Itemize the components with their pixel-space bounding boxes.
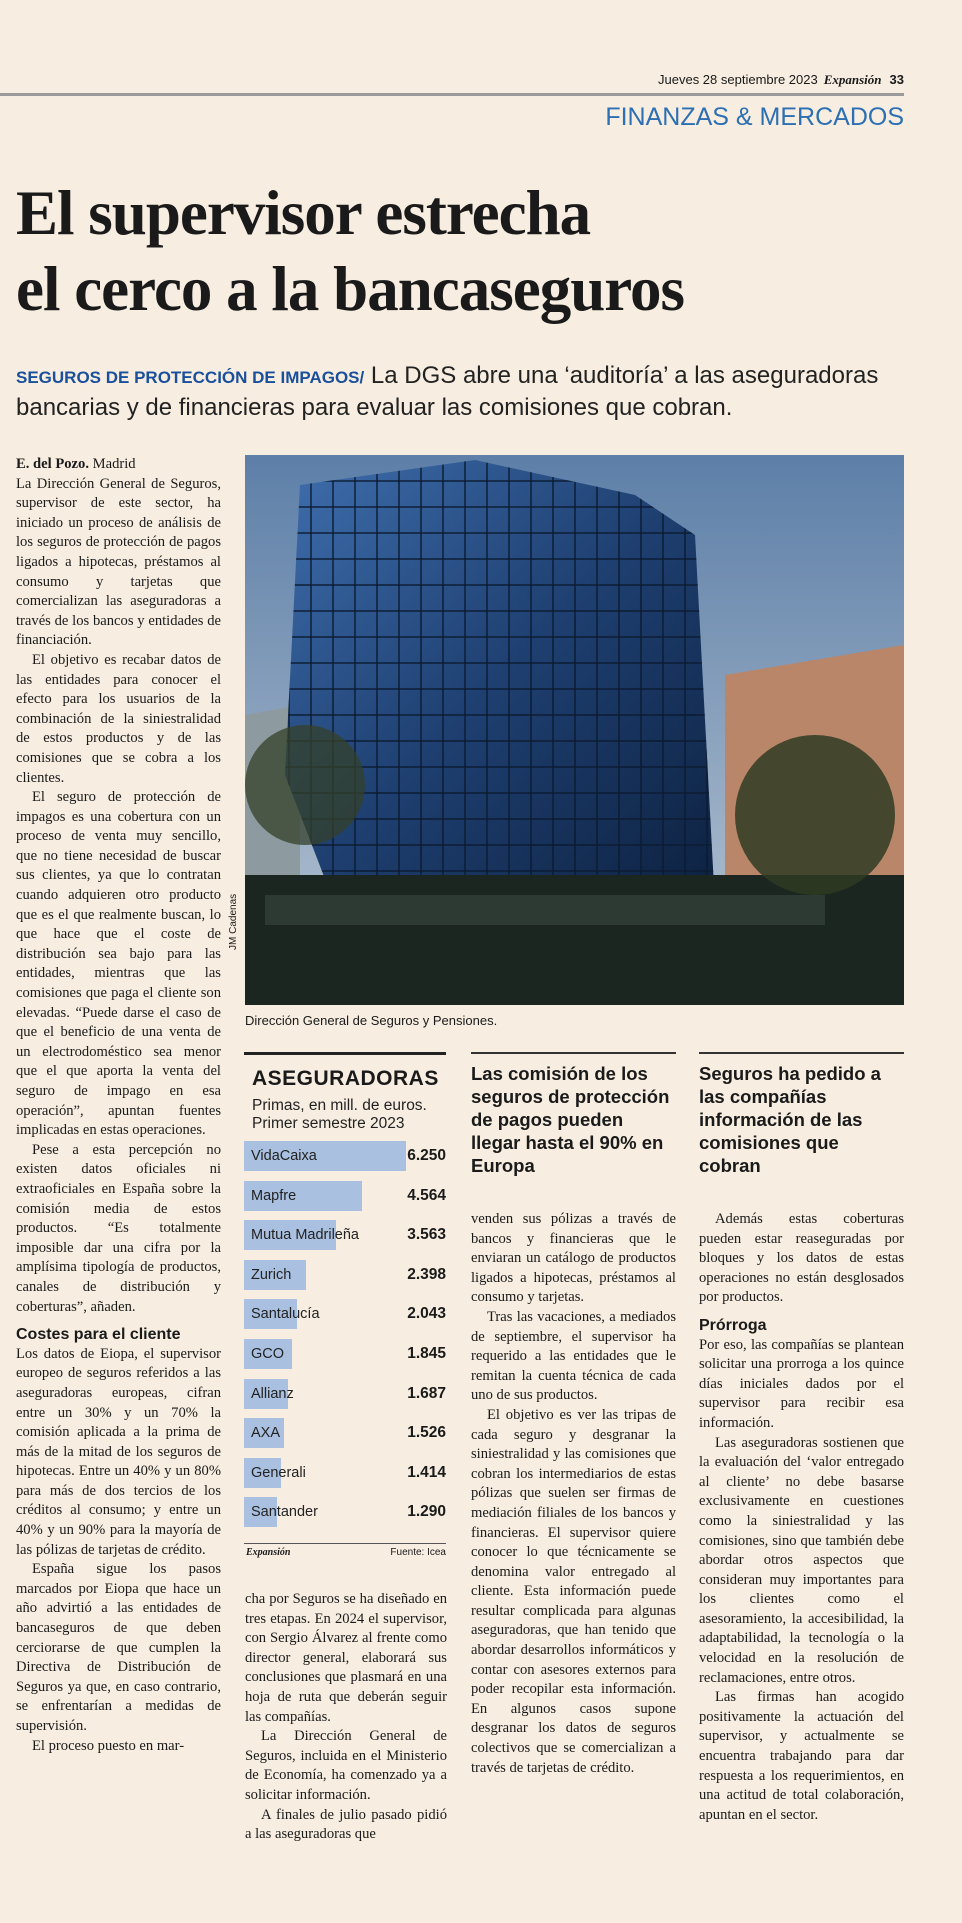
chart-logo: Expansión: [246, 1547, 291, 1558]
chart-category-label: GCO: [251, 1346, 285, 1362]
chart-value-label: 1.845: [407, 1345, 446, 1362]
headline: [16, 175, 684, 327]
paragraph: Además estas coberturas pueden estar reaseguradas por bloques y los datos de estas operaciones no están desglosados por productos.: [699, 1211, 904, 1306]
chart-footer: [244, 1543, 446, 1562]
chart-row: [244, 1458, 446, 1488]
chart-row: [244, 1220, 446, 1250]
paragraph: Los datos de Eiopa, el supervisor europeo de seguros referidos a las aseguradoras europeas, cifran entre un 30% y un 70% la comisión aplicada a la prima de más de la mitad de los seguros de hipotecas. Entre un 40% y un 80% para más de dos tercios de los créditos al consumo; y entre un 40% y un 90% para la mayoría de las pólizas de tarjetas de crédito.: [16, 1345, 221, 1558]
header-dateline: [658, 72, 904, 88]
building-photo: [245, 455, 904, 1005]
chart-value-label: 1.687: [407, 1384, 446, 1402]
chart-value-label: 1.290: [407, 1503, 446, 1521]
chart-category-label: Zurich: [251, 1266, 292, 1283]
paragraph: Tras las vacaciones, a mediados de septiembre, el supervisor ha requerido a las entidades que le remitan la cuenta técnica de cada uno de sus productos.: [471, 1308, 676, 1404]
byline-place: Madrid: [88, 456, 136, 472]
paragraph: El objetivo es ver las tripas de cada seguro y desgranar la siniestralidad y las comisiones que cobran los intermediarios de estas pólizas que suelen ser firmas de mediación filiales de los bancos y financieras. El supervisor quiere conocer lo que técnicamente se denomina valor entregado al cliente. Esta información puede resultar complicada para algunas aseguradoras, que han tenido que abordar desarrollos informáticos y contar con asesores externos para poder recopilar esta información. En algunos casos supone desgranar los datos de seguros colectivos que se comercializan a través de tarjetas de crédito.: [471, 1406, 676, 1776]
headline-line-1: El supervisor estrecha: [16, 178, 591, 248]
publication-name: Expansión: [823, 72, 882, 87]
chart-row: [244, 1497, 446, 1527]
chart-category-label: Mapfre: [251, 1187, 297, 1204]
paragraph: El proceso puesto en mar-: [32, 1737, 185, 1754]
subheading-prorroga: Prórroga: [699, 1316, 767, 1334]
subheading-comision: Las comisión de los seguros de protección de pagos pueden llegar hasta el 90% en Europa: [471, 1052, 676, 1177]
chart-value-label: 6.250: [407, 1147, 446, 1164]
header-rule: [0, 93, 904, 96]
column-3: [471, 1210, 676, 1778]
chart-value-label: 1.526: [407, 1424, 446, 1442]
chart-value-label: 3.563: [407, 1226, 446, 1244]
chart-category-label: Mutua Madrileña: [251, 1227, 359, 1244]
paragraph: venden sus pólizas a través de bancos y financieras que le enviaran un catálogo de productos ligados a hipotecas, préstamos al consumo y tarjetas.: [471, 1211, 676, 1306]
byline-author: E. del Pozo.: [16, 456, 89, 472]
chart-subtitle: Primas, en mill. de euros. Primer semestre 2023: [252, 1097, 427, 1132]
section-title: FINANZAS & MERCADOS: [605, 103, 904, 131]
chart-category-label: Santander: [251, 1504, 318, 1521]
chart-row: [244, 1260, 446, 1290]
chart-row: [244, 1299, 446, 1329]
chart-row: [244, 1181, 446, 1211]
chart-value-label: 2.398: [407, 1265, 446, 1283]
photo-caption: Dirección General de Seguros y Pensiones.: [245, 1013, 498, 1028]
chart-source: Fuente: Icea: [390, 1547, 446, 1558]
paragraph: La Dirección General de Seguros, incluida en el Ministerio de Economía, ha comenzado ya a solicitar información.: [245, 1728, 447, 1803]
chart-category-label: Allianz: [251, 1385, 294, 1402]
chart-category-label: AXA: [251, 1425, 281, 1442]
paragraph: Por eso, las compañías se plantean solicitar una prorroga a los quince días iniciales dados por el supervisor para recibir esa información.: [699, 1336, 904, 1431]
page-number: 33: [889, 72, 904, 87]
column-4: [699, 1210, 904, 1825]
chart-row: [244, 1339, 446, 1369]
headline-line-2: el cerco a la bancaseguros: [16, 254, 685, 324]
issue-date: Jueves 28 septiembre 2023: [658, 72, 818, 87]
kicker: SEGUROS DE PROTECCIÓN DE IMPAGOS/: [16, 368, 365, 387]
chart-category-label: VidaCaixa: [251, 1148, 317, 1164]
subheading-seguros: Seguros ha pedido a las compañías información de las comisiones que cobran: [699, 1052, 904, 1177]
chart-row: [244, 1418, 446, 1448]
insurers-chart: [244, 1052, 446, 1565]
lead-paragraph: [16, 361, 916, 423]
chart-value-label: 1.414: [407, 1463, 446, 1481]
chart-value-label: 4.564: [407, 1186, 446, 1204]
byline: [16, 455, 221, 475]
column-1: [16, 455, 221, 1756]
paragraph: Pese a esta percepción no existen datos oficiales ni extraoficiales en España sobre la comisión media de estos productos. “Es totalmente imposible dar una cifra por la amplísima tipología de productos, canales de distribución y coberturas”, añaden.: [16, 1141, 221, 1315]
paragraph: A finales de julio pasado pidió a las aseguradoras que: [245, 1806, 447, 1843]
photo-credit: JM Cadenas: [228, 893, 239, 950]
chart-category-label: Generali: [251, 1464, 306, 1481]
paragraph: cha por Seguros se ha diseñado en tres etapas. En 2024 el supervisor, con Sergio Álvarez al frente como director general, elaborará sus conclusiones que plasmará en una hoja de ruta que deberán seguir las compañías.: [245, 1591, 447, 1725]
paragraph: El seguro de protección de impagos es una cobertura con un proceso de venta muy sencillo, que no tiene necesidad de buscar sus clientes, ya que lo contratan cuando adquieren otro producto que es el que realmente buscan, lo que hace que el coste de distribución sea bajo para las entidades, mientras que las comisiones que paga el cliente son elevadas. “Puede darse el caso de que el beneficio de una venta de un electrodoméstico sea menor que el que aporta la venta del seguro de impago en esa operación”, apuntan fuentes implicadas en estas operaciones.: [16, 789, 221, 1139]
paragraph: España sigue los pasos marcados por Eiopa que hace un año advirtió a las entidades de bancaseguros de que deben cerciorarse de que cumplen la Directiva de Distribución de Seguros ya que, en caso contrario, se enfrentarían a medidas de supervisión.: [16, 1561, 221, 1734]
chart-row: [244, 1379, 446, 1409]
paragraph: La Dirección General de Seguros, supervisor de este sector, ha iniciado un proceso de análisis de los seguros de protección de pagos ligados a hipotecas, préstamos al consumo y tarjetas que comercializan las aseguradoras a través de los bancos y entidades de financiación.: [16, 475, 221, 649]
paragraph: Las aseguradoras sostienen que la evaluación del ‘valor entregado al cliente’ no debe basarse exclusivamente en cuestiones como la siniestralidad y las comisiones, sino que también debe abordar otros aspectos que consideran muy importantes para los clientes como el asesoramiento, la accesibilidad, la adaptabilidad, la tecnología o la velocidad en la resolución de reclamaciones, entre otros.: [699, 1434, 904, 1686]
chart-value-label: 2.043: [407, 1305, 446, 1323]
subheading-costes: Costes para el cliente: [16, 1326, 181, 1344]
chart-row: [244, 1141, 446, 1171]
column-2: [245, 1590, 447, 1845]
chart-category-label: Santalucía: [251, 1306, 320, 1323]
lead-text: La DGS abre una ‘auditoría’ a las aseguradoras bancarias y de financieras para evaluar las comisiones que cobran.: [16, 362, 879, 421]
photo-illustration: [245, 455, 904, 1005]
chart-title: ASEGURADORAS: [252, 1067, 439, 1090]
paragraph: Las firmas han acogido positivamente la actuación del supervisor, y actualmente se encuentra trabajando para dar respuesta a los requerimientos, en una actitud de total colaboración, apuntan en el sector.: [699, 1689, 904, 1823]
paragraph: El objetivo es recabar datos de las entidades para conocer el efecto para los usuarios de la combinación de la siniestralidad de estos productos y de las comisiones que se cobra a los clientes.: [16, 651, 221, 786]
